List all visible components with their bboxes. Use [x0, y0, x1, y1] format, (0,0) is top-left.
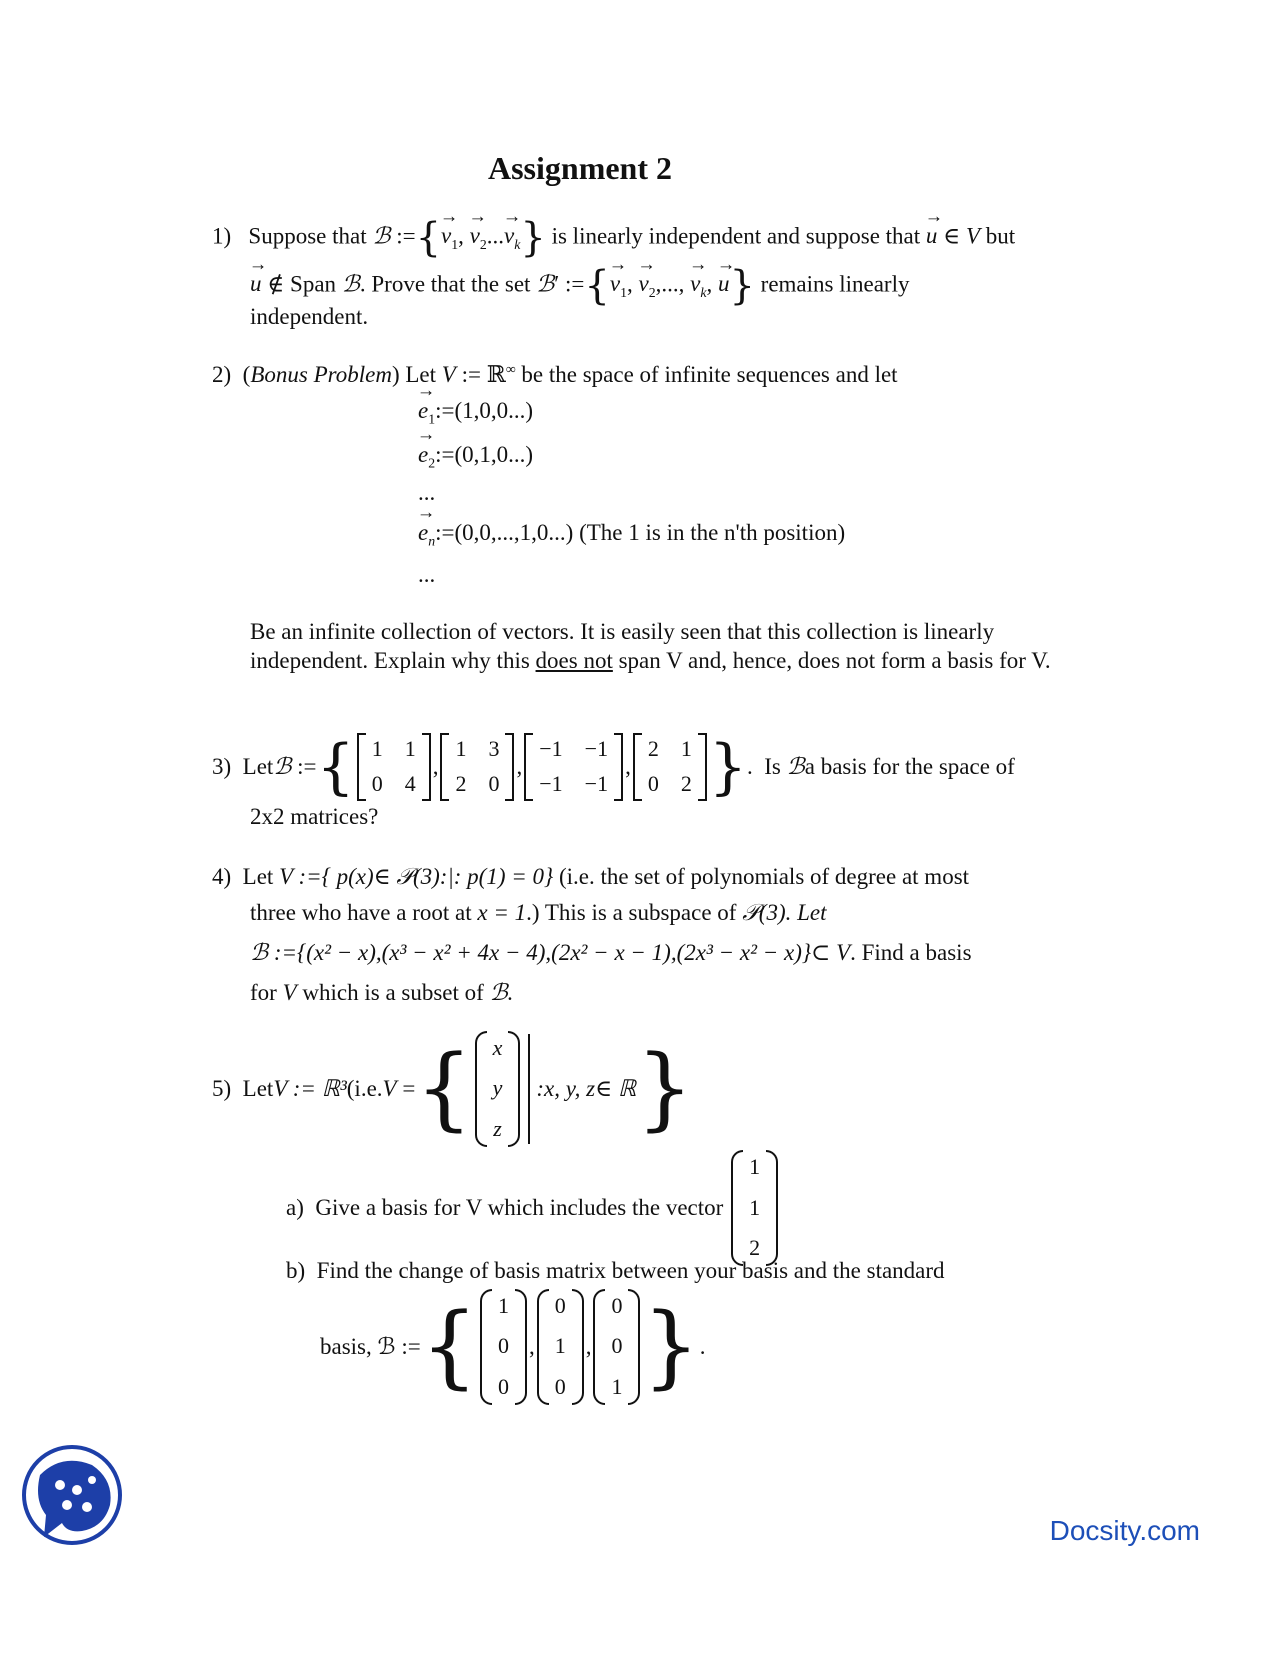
problem-text: Let: [242, 1075, 274, 1101]
problem-4: [212, 862, 969, 892]
ellipsis: ...: [418, 562, 436, 587]
en-value: :=(0,0,...,1,0...): [435, 520, 574, 545]
standard-basis: basis, ℬ := { 1 0 0 , 0 1 0 , 0 0 1 } .: [320, 1288, 705, 1405]
docsity-brand-text[interactable]: Docsity.com: [1049, 1515, 1200, 1546]
basis-vector-2: 0 1 0: [537, 1289, 584, 1405]
set-definition: V :={ p(x)∈ 𝒫(3):|: p(1) = 0}: [279, 864, 554, 889]
problem-4-line-4: for V which is a subset of ℬ.: [250, 980, 514, 1005]
matrix-2: 1 3 2 0: [440, 733, 514, 801]
problem-number: 4): [212, 864, 232, 889]
math-expression: ℬ.: [489, 980, 514, 1005]
problem-text: is linearly independent and suppose that: [545, 223, 926, 249]
problem-text: three who have a root at: [250, 900, 478, 925]
math-expression: V := ℝ³: [273, 1075, 347, 1101]
problem-text: Give a basis for V which includes the vector: [315, 1195, 724, 1221]
problem-text: Find the change of basis matrix between your basis and the standard: [316, 1258, 945, 1283]
basis-definition: ℬ :={(x² − x),(x³ − x² + 4x − 4),(2x² − x − 1),(2x³ − x² − x)}⊂ V: [250, 940, 851, 965]
matrix-3: −1 −1 −1 −1: [524, 733, 623, 801]
problem-text: remains linearly: [754, 271, 910, 297]
problem-text: Let: [399, 362, 442, 387]
problem-5: 5) Let V := ℝ³ (i.e. V = { x y z :x, y, z∈ ℝ }: [212, 1030, 693, 1147]
problem-2-paragraph: [250, 618, 1070, 676]
matrix-4: 2 1 0 2: [633, 733, 707, 801]
problem-text: span V and, hence, does not form a basis for V.: [612, 647, 1051, 673]
problem-text: be the space of infinite sequences and let: [515, 362, 898, 387]
problem-text: for: [250, 980, 283, 1005]
subproblem-label: b): [286, 1258, 306, 1283]
e1-def: → $e_1:=(1,0,0...)$: [418, 396, 533, 429]
problem-1-line-3: independent.: [250, 304, 369, 329]
basis-label: basis, ℬ :=: [320, 1333, 421, 1359]
problem-4-line-3: [250, 938, 972, 968]
given-vector: 1 1 2: [731, 1150, 778, 1266]
problem-text: Span: [284, 271, 342, 297]
problem-number: 2): [212, 362, 232, 387]
problem-text: .) This is a subspace of: [526, 900, 743, 925]
underlined-text: does not: [535, 647, 613, 673]
bonus-label: Bonus Problem: [250, 362, 392, 387]
problem-text: (i.e.: [346, 1075, 383, 1101]
problem-text: a basis for the space of: [804, 754, 1015, 780]
e2-value: :=(0,1,0...): [435, 442, 534, 467]
e1-value: :=(1,0,0...): [435, 398, 534, 423]
problem-4-line-2: [250, 898, 827, 928]
matrix-1: 1 1 0 4: [357, 733, 431, 801]
set-condition: :x, y, z∈ ℝ: [536, 1075, 637, 1101]
problem-text: Suppose that: [248, 223, 373, 249]
problem-text: Let: [242, 864, 280, 889]
problem-3: 3) Let ℬ := { 1 1 0 4 , 1 3 2 0 , −1 −1 −1 −1 , 2 1 0 2 } . Is ℬ a basis for the space of: [212, 732, 1015, 802]
problem-1-line-2: → u ∉ Span ℬ. Prove that the set ℬ′ :={→ $v_1$, → $v_2$,..., → $v_k$, → u} remains linearly: [250, 260, 909, 312]
en-def: → $e_n:=(0,0,...,1,0...)$ (The 1 is in the n'th position): [418, 518, 845, 551]
problem-1: 1) Suppose that ℬ :={→ $v_1$, → $v_2...\to v_k$} is linearly independent and suppose that → u ∈ V but: [212, 212, 1015, 264]
page-title: Assignment 2: [487, 150, 672, 186]
problem-5a: [286, 1150, 780, 1266]
problem-3-line-2: 2x2 matrices?: [250, 804, 379, 829]
problem-number: 1): [212, 223, 232, 249]
en-note: (The 1 is in the n'th position): [579, 520, 846, 545]
problem-text: . Find a basis: [850, 940, 972, 965]
ellipsis: ...: [418, 480, 436, 505]
problem-text: Let: [242, 754, 274, 780]
problem-text: but: [980, 223, 1016, 249]
docsity-logo-icon: [22, 1445, 122, 1545]
problem-5b: [286, 1256, 945, 1286]
problem-2: 2) (Bonus Problem) Let V := ℝ∞ be the space of infinite sequences and let: [212, 361, 898, 387]
problem-text: which is a subset of: [296, 980, 490, 1005]
math-expression: x = 1: [477, 900, 527, 925]
basis-vector-3: 0 0 1: [593, 1289, 640, 1405]
problem-number: 5): [212, 1075, 232, 1101]
xyz-vector: x y z: [475, 1031, 521, 1147]
problem-text: Be an infinite collection of vectors. It is easily seen that this collection is linearly independent. Explain why this: [250, 619, 995, 673]
subproblem-label: a): [286, 1195, 304, 1221]
e2-def: → $e_2:=(0,1,0...)$: [418, 440, 533, 473]
problem-text: . Prove that the set: [359, 271, 537, 297]
problem-text: (i.e. the set of polynomials of degree at most: [553, 864, 970, 889]
math-expression: 𝒫(3). Let: [742, 900, 827, 925]
problem-number: 3): [212, 754, 232, 780]
basis-vector-1: 1 0 0: [480, 1289, 527, 1405]
